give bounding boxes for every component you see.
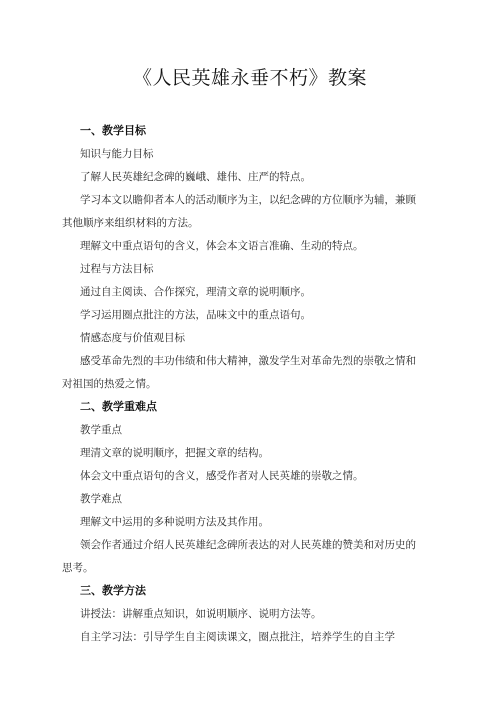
paragraph: 学习运用圈点批注的方法，品味文中的重点语句。 [80,309,311,321]
paragraph-continuation: 对祖国的热爱之情。 [62,378,157,390]
paragraph: 通过自主阅读、合作探究，理清文章的说明顺序。 [80,286,311,298]
paragraph: 体会文中重点语句的含义，感受作者对人民英雄的崇敬之情。 [80,470,364,482]
paragraph: 学习本文以瞻仰者本人的活动顺序为主，以纪念碑的方位顺序为辅，兼顾 [80,194,416,206]
section-heading-methods: 三、教学方法 [80,584,146,597]
paragraph-continuation: 其他顺序来组织材料的方法。 [62,217,199,229]
paragraph: 讲授法：讲解重点知识，如说明顺序、说明方法等。 [80,608,322,620]
subheading-focus: 教学重点 [80,424,122,436]
subheading-process: 过程与方法目标 [80,263,154,275]
paragraph: 自主学习法：引导学生自主阅读课文，圈点批注，培养学生的自主学 [80,631,395,643]
paragraph: 理清文章的说明顺序，把握文章的结构。 [80,447,269,459]
paragraph: 领会作者通过介绍人民英雄纪念碑所表达的对人民英雄的赞美和对历史的 [80,539,416,551]
subheading-difficulty: 教学难点 [80,493,122,505]
paragraph: 了解人民英雄纪念碑的巍峨、雄伟、庄严的特点。 [80,171,311,183]
section-heading-keypoints: 二、教学重难点 [80,400,157,413]
paragraph-continuation: 思考。 [62,562,94,574]
subheading-emotion: 情感态度与价值观目标 [80,332,185,344]
paragraph: 理解文中重点语句的含义，体会本文语言准确、生动的特点。 [80,240,364,252]
section-heading-objectives: 一、教学目标 [80,124,146,137]
subheading-knowledge: 知识与能力目标 [80,148,154,160]
document-title: 《人民英雄永垂不朽》教案 [132,67,367,89]
paragraph: 感受革命先烈的丰功伟绩和伟大精神，激发学生对革命先烈的崇敬之情和 [80,355,416,367]
paragraph: 理解文中运用的多种说明方法及其作用。 [80,516,269,528]
